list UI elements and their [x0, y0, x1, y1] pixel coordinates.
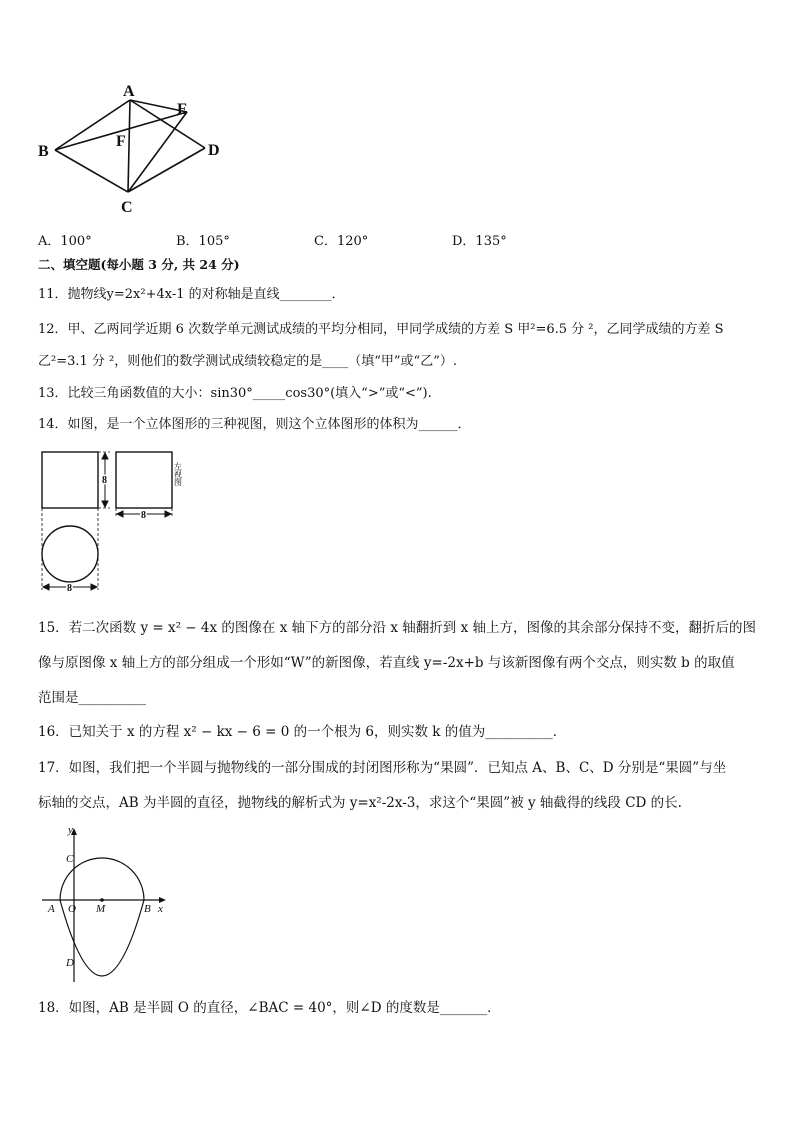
label-C: C	[121, 199, 133, 215]
option-c: C．120°	[314, 234, 369, 249]
question-11: 11．抛物线y=2x²+4x-1 的对称轴是直线________．	[38, 287, 345, 302]
question-14: 14．如图，是一个立体图形的三种视图，则这个立体图形的体积为______．	[38, 417, 471, 432]
label-A: A	[123, 83, 135, 100]
point-B: B	[144, 903, 151, 915]
side-view	[116, 452, 172, 508]
question-17-line1: 17．如图，我们把一个半圆与抛物线的一部分围成的封闭图形称为“果圆”．已知点 A、B、C、D 分别是“果圆”与坐	[38, 760, 727, 776]
label-E: E	[177, 101, 188, 118]
option-d: D．135°	[452, 234, 507, 249]
section-title: 二、填空题(每小题 3 分, 共 24 分)	[38, 257, 240, 272]
front-view	[42, 452, 98, 508]
dim-top: 8	[67, 583, 72, 594]
option-a: A．100°	[38, 234, 92, 249]
segment-AC	[128, 100, 130, 192]
point-D: D	[66, 957, 74, 969]
label-D: D	[208, 142, 220, 159]
top-view	[42, 526, 98, 582]
dim-side: 8	[141, 510, 146, 521]
label-F: F	[116, 133, 126, 150]
fruit-circle-figure	[40, 822, 180, 992]
question-17-line2: 标轴的交点，AB 为半圆的直径，抛物线的解析式为 y=x²-2x-3，求这个“果圆”被 y 轴截得的线段 CD 的长.	[38, 795, 682, 811]
question-15-line1: 15．若二次函数 y = x² − 4x 的图像在 x 轴下方的部分沿 x 轴翻折到 x 轴上方，图像的其余部分保持不变，翻折后的图	[38, 620, 756, 636]
side-view-label: 左视图	[173, 462, 183, 486]
option-b: B．105°	[176, 234, 230, 249]
question-15-line2: 像与原图像 x 轴上方的部分组成一个形如“W”的新图像，若直线 y=-2x+b 与该新图像有两个交点，则实数 b 的取值	[38, 655, 735, 671]
question-18: 18．如图，AB 是半圆 O 的直径，∠BAC = 40°，则∠D 的度数是_______．	[38, 1000, 501, 1016]
question-12-line2: 乙²=3.1 分 ²，则他们的数学测试成绩较稳定的是____（填“甲”或“乙”）.	[38, 354, 457, 369]
question-16: 16．已知关于 x 的方程 x² − kx − 6 = 0 的一个根为 6，则实数 k 的值为__________．	[38, 724, 567, 740]
y-axis-label: y	[68, 824, 73, 836]
point-A: A	[48, 903, 55, 915]
rhombus-figure	[30, 80, 240, 215]
label-B: B	[38, 143, 49, 160]
point-C: C	[66, 853, 74, 865]
three-views-figure	[30, 448, 200, 598]
point-O: O	[68, 903, 76, 915]
edge-CD	[128, 148, 205, 192]
question-12-line1: 12．甲、乙两同学近期 6 次数学单元测试成绩的平均分相同，甲同学成绩的方差 S 甲²=6.5 分 ²，乙同学成绩的方差 S	[38, 322, 724, 337]
dim-front: 8	[102, 475, 107, 486]
edge-BC	[55, 150, 128, 192]
question-13: 13．比较三角函数值的大小：sin30°_____cos30°(填入“>”或“<”).	[38, 386, 432, 401]
question-15-line3: 范围是__________	[38, 690, 146, 706]
segment-CE	[128, 112, 187, 192]
x-axis-label: x	[158, 903, 163, 915]
point-M: M	[96, 903, 106, 915]
